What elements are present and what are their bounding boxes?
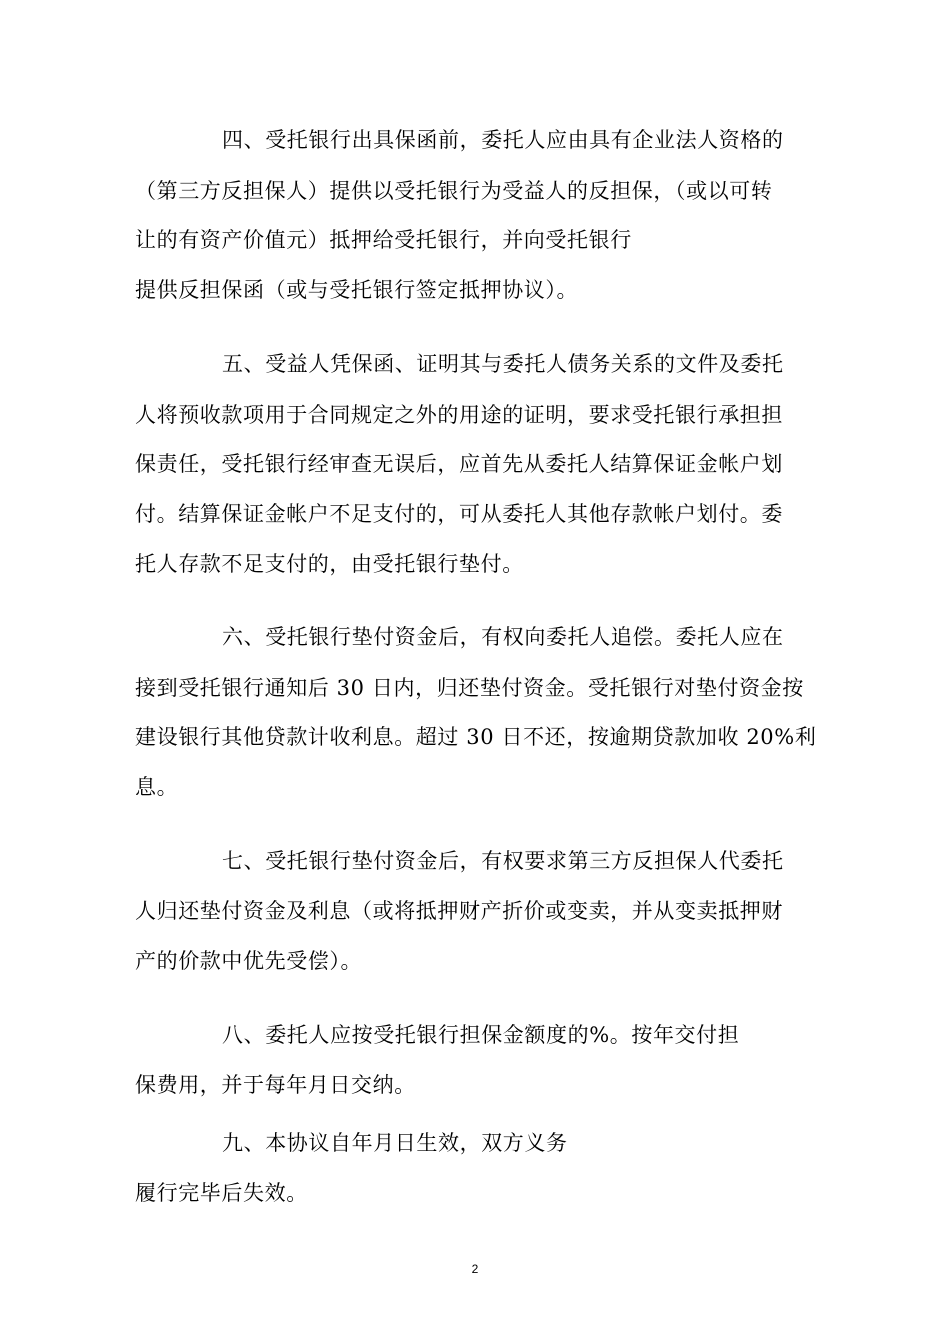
clause-4-line-3: 让的有资产价值元）抵押给受托银行，并向受托银行 [135,228,632,252]
clause-4-line-1: 四、受托银行出具保函前，委托人应由具有企业法人资格的 [222,128,784,152]
clause-5-line-3: 保责任，受托银行经审查无误后，应首先从委托人结算保证金帐户划 [135,452,783,476]
clause-6-line-4: 息。 [135,775,179,799]
clause-5-line-1: 五、受益人凭保函、证明其与委托人债务关系的文件及委托 [222,352,784,376]
clause-7-line-2: 人归还垫付资金及利息（或将抵押财产折价或变卖，并从变卖抵押财 [135,899,783,923]
clause-4-line-4: 提供反担保函（或与受托银行签定抵押协议）。 [135,278,579,302]
clause-7-line-3: 产的价款中优先受偿）。 [135,949,363,973]
clause-6-line-1: 六、受托银行垫付资金后，有权向委托人追偿。委托人应在 [222,625,784,649]
clause-5-line-2: 人将预收款项用于合同规定之外的用途的证明，要求受托银行承担担 [135,403,783,427]
clause-6-line-2: 接到受托银行通知后 30 日内，归还垫付资金。受托银行对垫付资金按 [135,676,804,700]
clause-6-line-3: 建设银行其他贷款计收利息。超过 30 日不还，按逾期贷款加收 20%利 [135,725,817,749]
clause-5-line-5: 托人存款不足支付的，由受托银行垫付。 [135,552,524,576]
clause-9-line-2: 履行完毕后失效。 [135,1181,308,1205]
clause-7-line-1: 七、受托银行垫付资金后，有权要求第三方反担保人代委托 [222,849,784,873]
clause-8-line-1: 八、委托人应按受托银行担保金额度的%。按年交付担 [222,1023,740,1047]
clause-9-line-1: 九、本协议自年月日生效，双方义务 [222,1131,568,1155]
clause-4-line-2: （第三方反担保人）提供以受托银行为受益人的反担保，（或以可转 [135,179,773,203]
clause-8-line-2: 保费用，并于每年月日交纳。 [135,1073,416,1097]
clause-5-line-4: 付。结算保证金帐户不足支付的，可从委托人其他存款帐户划付。委 [135,502,783,526]
page-number: 2 [471,1262,479,1276]
